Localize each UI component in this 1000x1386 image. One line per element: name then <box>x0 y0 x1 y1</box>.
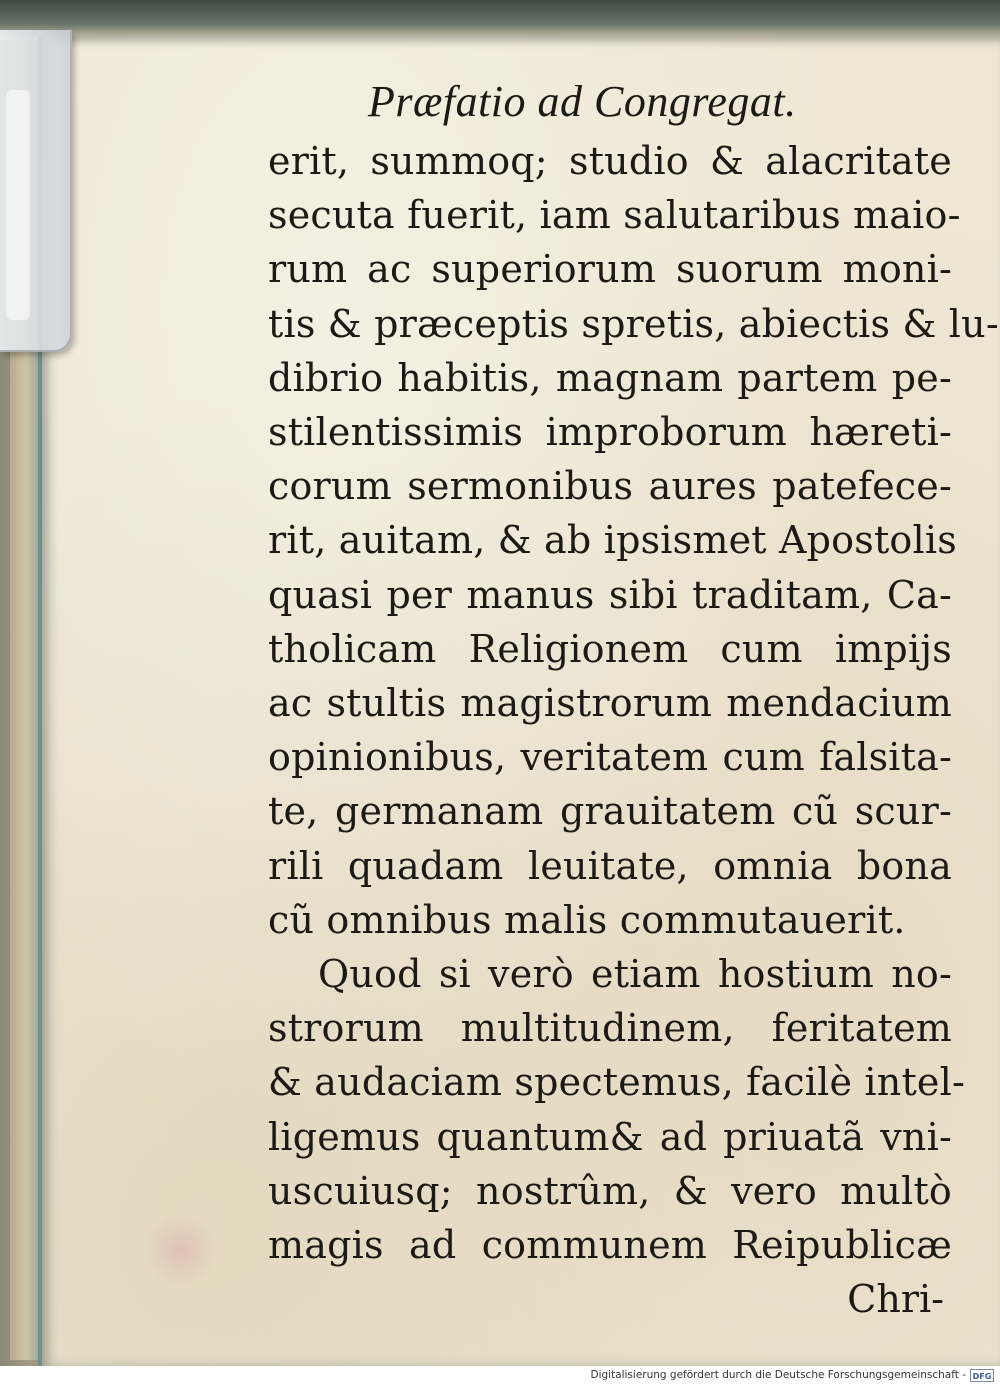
funding-credit: Digitalisierung gefördert durch die Deutsche Forschungsgemeinschaft - <box>590 1369 966 1381</box>
faint-ink-stain <box>140 1215 220 1285</box>
text-line-17: strorum multitudinem, feritatem <box>268 1006 952 1051</box>
running-head: Præfatio ad Congregat. <box>368 77 797 126</box>
dfg-logo: DFG <box>970 1369 994 1382</box>
clip-tab-highlight <box>6 90 30 320</box>
text-line-21: magis ad communem Reipublicæ <box>268 1223 952 1268</box>
text-line-1: erit, summoq; studio & alacritate <box>268 139 952 183</box>
text-line-14: rili quadam leuitate, omnia bona <box>268 843 952 888</box>
text-line-2: secuta fuerit, iam salutaribus maio- <box>268 193 961 238</box>
text-line-3: rum ac superiorum suorum moni- <box>268 247 952 292</box>
text-line-10: tholicam Religionem cum impijs <box>268 626 952 671</box>
text-line-18: & audaciam spectemus, facilè intel- <box>268 1060 965 1105</box>
text-line-15: cũ omnibus malis commutauerit. <box>268 897 906 942</box>
text-line-9: quasi per manus sibi traditam, Ca- <box>268 572 952 617</box>
top-shadow-strip <box>0 0 1000 40</box>
plastic-clip-tab <box>0 30 72 352</box>
text-line-12: opinionibus, veritatem cum falsita- <box>268 735 952 780</box>
page-text-block <box>268 70 999 1326</box>
text-line-16: Quod si verò etiam hostium no- <box>318 952 952 997</box>
catchword: Chri- <box>847 1277 944 1322</box>
text-line-13: te, germanam grauitatem cũ scur- <box>268 789 952 834</box>
text-line-5: dibrio habitis, magnam partem pe- <box>268 355 952 400</box>
text-line-8: rit, auitam, & ab ipsismet Apostolis <box>268 518 957 563</box>
text-line-7: corum sermonibus aures patefece- <box>268 464 952 509</box>
digitization-footer <box>0 1366 1000 1386</box>
text-line-19: ligemus quantum& ad priuatã vni- <box>268 1114 952 1159</box>
text-line-4: tis & præceptis spretis, abiectis & lu- <box>268 301 999 346</box>
text-line-6: stilentissimis improborum hæreti- <box>268 410 952 455</box>
text-line-11: ac stultis magistrorum mendacium <box>268 681 952 726</box>
text-line-20: uscuiusq; nostrûm, & vero multò <box>268 1168 952 1213</box>
